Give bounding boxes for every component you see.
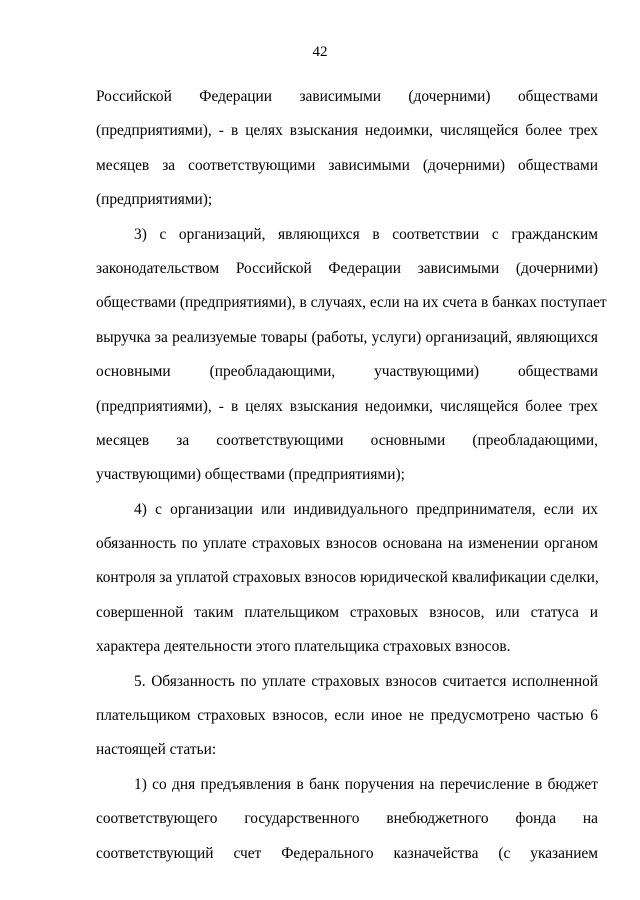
text-line: 3) с организаций, являющихся в соответствии с гражданским bbox=[134, 225, 598, 243]
text-line: 4) с организации или индивидуального предпринимателя, если их bbox=[134, 500, 598, 518]
text-line: (предприятиями), - в целях взыскания недоимки, числящейся более трех bbox=[96, 122, 598, 140]
text-line: 1) со дня предъявления в банк поручения на перечисление в бюджет bbox=[134, 775, 598, 793]
text-line: основными (преобладающими, участвующими) обществами bbox=[96, 363, 598, 381]
text-line: Российской Федерации зависимыми (дочерними) обществами bbox=[96, 88, 598, 105]
paragraph bbox=[96, 768, 598, 871]
text-line: обязанность по уплате страховых взносов основана на изменении органом bbox=[96, 535, 598, 553]
page-number: 42 bbox=[312, 44, 328, 60]
text-line: 5. Обязанность по уплате страховых взносов считается исполненной bbox=[134, 672, 598, 690]
text-line: соответствующий счет Федерального казначейства (с указанием bbox=[96, 844, 598, 862]
text-line: месяцев за соответствующими основными (преобладающими, bbox=[96, 431, 598, 449]
text-line: настоящей статьи: bbox=[96, 741, 217, 759]
text-line: плательщиком страховых взносов, если иное не предусмотрено частью 6 bbox=[96, 707, 598, 725]
text-line: соответствующего государственного внебюджетного фонда на bbox=[96, 810, 598, 828]
document-body bbox=[96, 80, 607, 871]
text-line: совершенной таким плательщиком страховых взносов, или статуса и bbox=[96, 603, 598, 621]
text-line: контроля за уплатой страховых взносов юридической квалификации сделки, bbox=[96, 569, 599, 587]
text-line: обществами (предприятиями), в случаях, если на их счета в банках поступает bbox=[96, 294, 607, 312]
text-line: выручка за реализуемые товары (работы, услуги) организаций, являющихся bbox=[96, 328, 598, 346]
paragraph bbox=[96, 665, 598, 768]
paragraph bbox=[96, 80, 598, 218]
text-line: законодательством Российской Федерации зависимыми (дочерними) bbox=[96, 259, 598, 277]
paragraph bbox=[96, 493, 598, 665]
paragraph bbox=[96, 218, 607, 493]
text-line: характера деятельности этого плательщика страховых взносов. bbox=[96, 638, 511, 656]
text-line: участвующими) обществами (предприятиями); bbox=[96, 466, 405, 484]
text-line: месяцев за соответствующими зависимыми (дочерними) обществами bbox=[96, 156, 598, 174]
text-line: (предприятиями); bbox=[96, 191, 213, 209]
text-line: (предприятиями), - в целях взыскания недоимки, числящейся более трех bbox=[96, 397, 598, 415]
